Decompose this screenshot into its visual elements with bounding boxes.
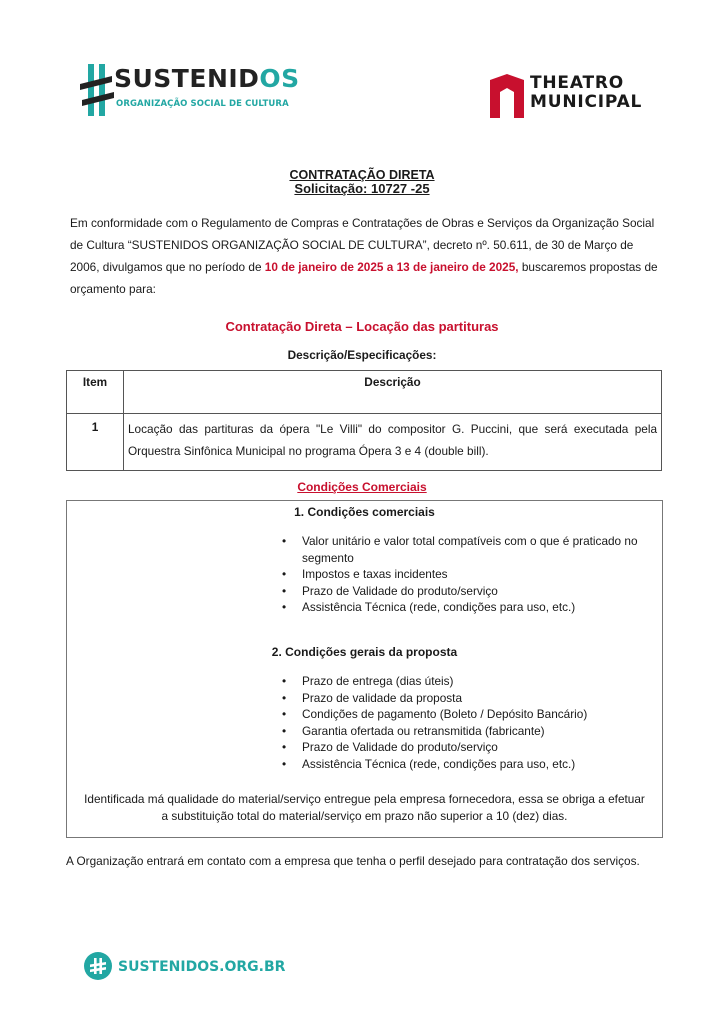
items-table [66, 370, 662, 471]
column-header-item: Item [67, 371, 124, 414]
conditions-box [66, 500, 663, 838]
quality-note: Identificada má qualidade do material/serviço entregue pela empresa fornecedora, essa se obriga a efetuar a substituição total do material/serviço em prazo não superior a 10 (dez) dias. [84, 792, 645, 823]
list-item: • Prazo de entrega (dias úteis) [282, 673, 662, 690]
document-title: CONTRATAÇÃO DIRETA [289, 168, 435, 182]
list-item: • Assistência Técnica (rede, condições para uso, etc.) [282, 599, 662, 616]
section-title: Contratação Direta – Locação das partituras [225, 319, 499, 334]
list-item: • Impostos e taxas incidentes [282, 566, 662, 583]
table-header-row [67, 371, 662, 414]
conditions-title: Condições Comerciais [297, 480, 427, 494]
closing-statement: A Organização entrará em contato com a empresa que tenha o perfil desejado para contratação dos serviços. [66, 854, 640, 868]
intro-paragraph: Em conformidade com o Regulamento de Compras e Contratações de Obras e Serviços da Organização Social de Cultura “SUSTENIDOS ORGANIZAÇÃO SOCIAL DE CULTURA”, decreto nº. 50.611, de 30 de Março de 2006, divulgamos que no período de 10 de janeiro de 2025 a 13 de janeiro de 2025, buscaremos propostas de orçamento para: [70, 216, 658, 296]
list-item: • Prazo de Validade do produto/serviço [282, 583, 662, 600]
hashtag-circle-icon [84, 952, 112, 980]
list-item: • Valor unitário e valor total compatíveis com o que é praticado no segmento [282, 533, 662, 566]
list-item: • Condições de pagamento (Boleto / Depósito Bancário) [282, 706, 662, 723]
sustenidos-logo [80, 62, 300, 122]
item-description: Locação das partituras da ópera "Le Villi" do compositor G. Puccini, que será executada pela Orquestra Sinfônica Municipal no programa Ópera 3 e 4 (double bill). [124, 414, 662, 471]
description-heading: Descrição/Especificações: [287, 348, 437, 362]
commercial-conditions-list [282, 533, 662, 616]
theatro-arch-icon [490, 74, 524, 118]
list-item: • Prazo de Validade do produto/serviço [282, 739, 662, 756]
sustenidos-subtitle: ORGANIZAÇÃO SOCIAL DE CULTURA [116, 99, 289, 109]
table-row [67, 414, 662, 471]
general-conditions-list [282, 673, 662, 772]
list-item: • Prazo de validade da proposta [282, 690, 662, 707]
theatro-municipal-logo [490, 72, 660, 122]
hashtag-icon [80, 62, 114, 118]
period-highlight: 10 de janeiro de 2025 a 13 de janeiro de 2025, [264, 260, 519, 274]
general-conditions-heading: 2. Condições gerais da proposta [271, 645, 458, 659]
footer-website-link[interactable]: SUSTENIDOS.ORG.BR [118, 959, 286, 975]
column-header-description: Descrição [124, 371, 662, 414]
request-number: Solicitação: 10727 -25 [294, 181, 430, 196]
list-item: • Assistência Técnica (rede, condições para uso, etc.) [282, 756, 662, 773]
commercial-conditions-heading: 1. Condições comerciais [294, 505, 435, 519]
sustenidos-wordmark: SUSTENIDOS [114, 64, 300, 93]
theatro-municipal-wordmark: THEATRO MUNICIPAL [530, 73, 643, 112]
list-item: • Garantia ofertada ou retransmitida (fabricante) [282, 723, 662, 740]
item-number: 1 [67, 414, 124, 471]
